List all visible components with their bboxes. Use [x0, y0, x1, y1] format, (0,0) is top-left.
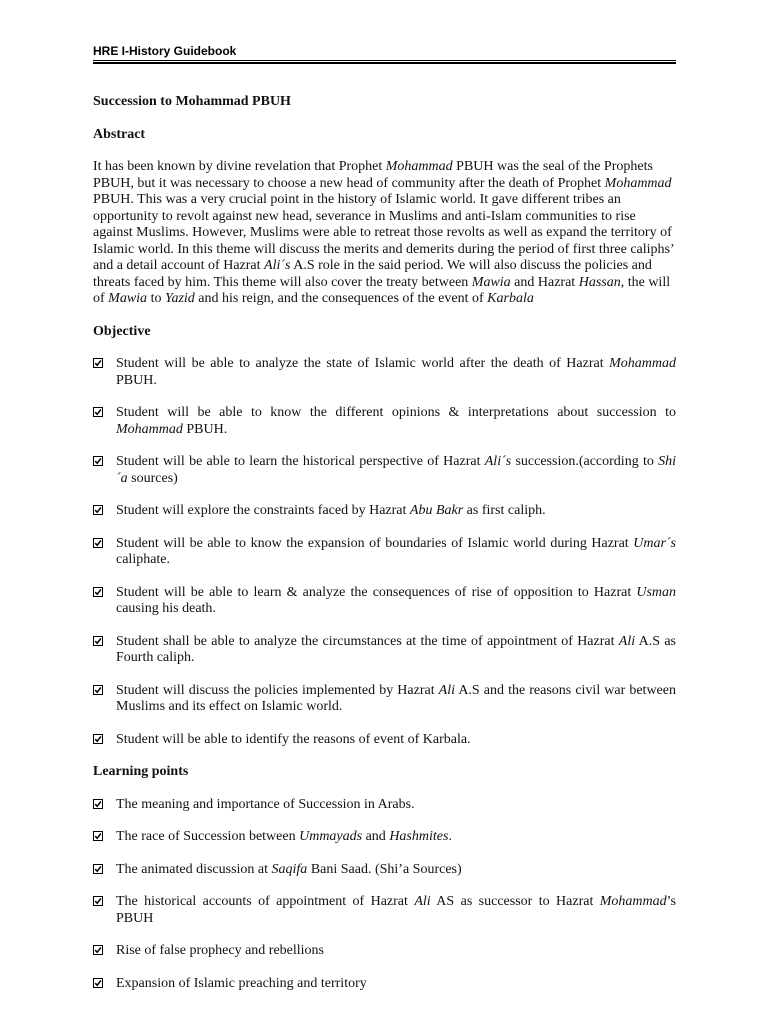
abstract-heading: Abstract [93, 126, 146, 142]
learning-point-item [93, 829, 676, 846]
text-run: Student shall be able to analyze the circumstances at the time of appointment of Hazrat [116, 633, 619, 649]
italic-text: Hashmites [389, 829, 449, 844]
text-run: Student will discuss the policies implemented by Hazrat [116, 682, 439, 698]
objective-item [93, 356, 676, 389]
text-run: AS as successor to Hazrat [430, 894, 600, 909]
text-run: Student will be able to learn & analyze the consequences of rise of opposition to Hazrat [116, 584, 637, 600]
italic-text: Saqifa [271, 861, 308, 877]
italic-text: Mohammad [609, 356, 676, 371]
learning-point-item [93, 943, 676, 960]
item-text [116, 503, 546, 518]
objective-item [93, 405, 676, 438]
italic-text: Mohammad [116, 421, 183, 437]
item-text [116, 976, 367, 991]
text-run: and [362, 829, 390, 844]
item-text [116, 943, 324, 958]
italic-text: Mawia [471, 274, 511, 290]
checkbox-checked-icon [93, 978, 103, 988]
italic-text: Umar´s [633, 535, 676, 551]
header-rule-thin [93, 60, 676, 61]
text-run: PBUH was the seal of the Prophets PBUH, but it was necessary to choose a new head of community after the death of Prophet [93, 159, 653, 191]
learning-point-item [93, 797, 676, 814]
italic-text: Ali [438, 682, 456, 698]
item-text [116, 536, 676, 568]
italic-text: Ali [618, 633, 636, 649]
learning-point-item [93, 976, 676, 993]
checkbox-checked-icon [93, 407, 103, 417]
objective-item [93, 634, 676, 667]
text-run: A.S role in the said period. We will also discuss the policies and threats faced by him. This theme will also cover the treaty between [93, 258, 652, 290]
text-run: succession.(according to [511, 454, 659, 469]
text-run: Rise of false prophecy and rebellions [116, 943, 324, 958]
text-run: Student will be able to analyze the state of Islamic world after the death of Hazrat [116, 356, 610, 371]
text-run: A.S as Fourth caliph. [116, 633, 676, 665]
learning-points-list [93, 797, 676, 993]
text-run: A.S and the reasons civil war between Muslims and its effect on Islamic world. [116, 682, 676, 714]
text-run: and Hazrat [510, 274, 579, 290]
text-run: ’s PBUH [116, 894, 676, 926]
checkbox-checked-icon [93, 945, 103, 955]
objective-item [93, 503, 676, 520]
text-run: , the will of [93, 274, 671, 306]
checkbox-checked-icon [93, 456, 103, 466]
item-text [116, 894, 676, 926]
text-run: Student will be able to learn the historical perspective of Hazrat [116, 454, 485, 469]
text-run: The historical accounts of appointment of Hazrat [116, 894, 415, 909]
objective-item [93, 732, 676, 749]
text-run: It has been known by divine revelation that Prophet [93, 159, 386, 174]
objective-item [93, 683, 676, 716]
text-run: Student will be able to know the expansion of boundaries of Islamic world during Hazrat [116, 535, 634, 551]
item-text [116, 829, 452, 844]
header-rule-thick [93, 62, 676, 64]
checkbox-checked-icon [93, 587, 103, 597]
item-text [116, 454, 676, 486]
italic-text: Mohammad [604, 175, 672, 191]
text-run: to [147, 291, 165, 306]
item-text [116, 862, 462, 877]
page-header [93, 44, 676, 68]
document-body [93, 94, 676, 1008]
text-run: causing his death. [116, 601, 216, 616]
item-text [116, 634, 676, 666]
italic-text: Abu Bakr [409, 503, 464, 518]
text-run: Expansion of Islamic preaching and territory [116, 975, 367, 991]
learning-point-item [93, 894, 676, 927]
italic-text: Mawia [108, 291, 148, 306]
checkbox-checked-icon [93, 831, 103, 841]
text-run: The meaning and importance of Succession in Arabs. [116, 796, 415, 812]
italic-text: Shi´a [116, 454, 676, 486]
item-text [116, 405, 676, 437]
italic-text: Hassan [578, 274, 621, 290]
text-run: PBUH. [182, 421, 228, 437]
text-run: as first caliph. [463, 503, 546, 518]
item-text [116, 797, 415, 812]
objective-item [93, 585, 676, 618]
text-run: PBUH. This was a very crucial point in the history of Islamic world. It gave different tribes an opportunity to revolt against new head, severance in Muslims and anti-Islam communities to rise against Muslims. However, Muslims were able to retreat those revolts as well as expand the territory of Islamic world. In this theme will discuss the merits and demerits during the period of first three caliphs’ and a detail account of Hazrat [93, 192, 674, 273]
checkbox-checked-icon [93, 734, 103, 744]
document-title: Succession to Mohammad PBUH [93, 94, 291, 109]
text-run: PBUH. [116, 372, 157, 388]
checkbox-checked-icon [93, 896, 103, 906]
objective-item [93, 536, 676, 569]
learning-point-item [93, 862, 676, 879]
checkbox-checked-icon [93, 538, 103, 548]
italic-text: Ali´s [264, 258, 291, 273]
item-text [116, 356, 676, 388]
text-run: Bani Saad. (Shi’a Sources) [307, 861, 462, 877]
italic-text: Ali´s [484, 454, 512, 469]
text-run: caliphate. [116, 552, 171, 567]
checkbox-checked-icon [93, 685, 103, 695]
checkbox-checked-icon [93, 864, 103, 874]
text-run: and his reign, and the consequences of the event of [194, 291, 488, 306]
learning-points-heading: Learning points [93, 764, 189, 779]
text-run: . [448, 829, 452, 844]
text-run: The animated discussion at [116, 861, 272, 877]
item-text [116, 585, 676, 617]
text-run: The race of Succession between [116, 829, 300, 844]
italic-text: Mohammad [385, 159, 453, 174]
checkbox-checked-icon [93, 358, 103, 368]
header-title: HRE I-History Guidebook [93, 44, 237, 58]
text-run: Student will be able to know the different opinions & interpretations about succession to [116, 405, 676, 420]
italic-text: Yazid [164, 291, 195, 306]
objective-item [93, 454, 676, 487]
italic-text: Mohammad [599, 894, 667, 909]
objective-heading: Objective [93, 323, 151, 339]
item-text [116, 683, 676, 715]
abstract-paragraph [93, 159, 676, 308]
text-run: sources) [127, 470, 178, 486]
item-text [116, 732, 471, 747]
italic-text: Karbala [487, 291, 534, 306]
italic-text: Ummayads [299, 829, 363, 844]
italic-text: Ali [414, 894, 431, 909]
checkbox-checked-icon [93, 505, 103, 515]
italic-text: Usman [636, 584, 676, 600]
checkbox-checked-icon [93, 636, 103, 646]
text-run: Student will be able to identify the reasons of event of Karbala. [116, 731, 471, 747]
objective-list [93, 356, 676, 748]
checkbox-checked-icon [93, 799, 103, 809]
text-run: Student will explore the constraints faced by Hazrat [116, 503, 410, 518]
